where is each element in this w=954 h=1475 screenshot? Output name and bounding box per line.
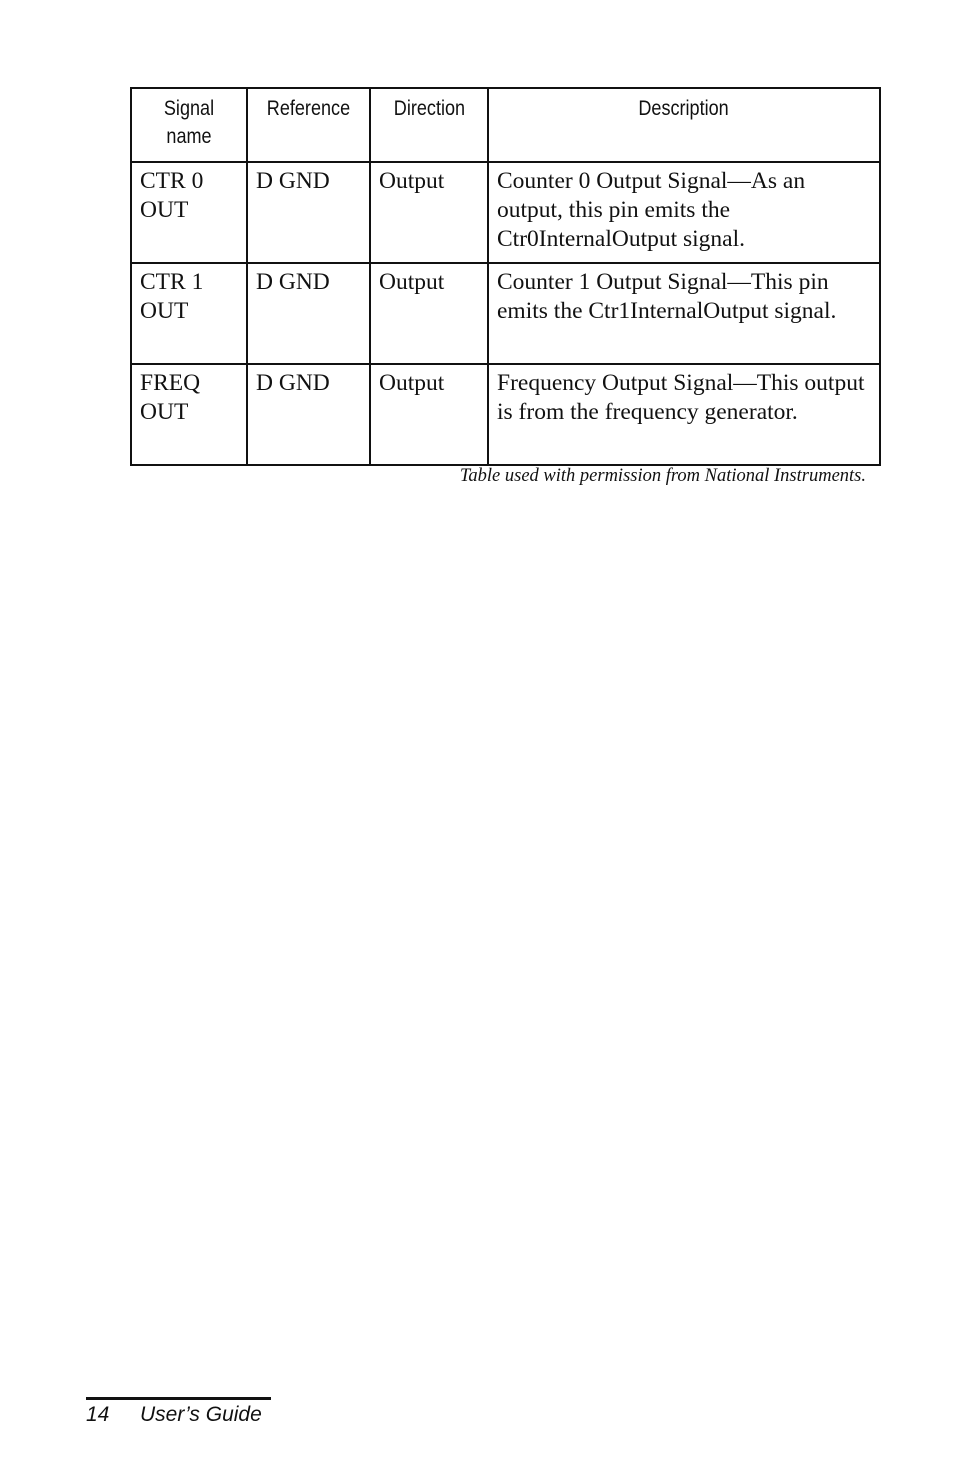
table-caption: Table used with permission from National Instruments.: [459, 466, 866, 486]
signal-table: [130, 87, 881, 466]
cell-direction: Output: [370, 263, 488, 364]
cell-reference: D GND: [247, 364, 370, 465]
cell-description: Counter 0 Output Signal—As an output, this pin emits the Ctr0InternalOutput signal.: [488, 162, 880, 263]
cell-reference: D GND: [247, 162, 370, 263]
cell-direction: Output: [370, 364, 488, 465]
header-signal-name: Signal name: [131, 88, 247, 162]
table-row: [131, 263, 880, 364]
footer-title: User’s Guide: [140, 1403, 262, 1426]
header-direction: Direction: [370, 88, 488, 162]
cell-description: Frequency Output Signal—This output is from the frequency generator.: [488, 364, 880, 465]
cell-direction: Output: [370, 162, 488, 263]
cell-reference: D GND: [247, 263, 370, 364]
table-row: [131, 364, 880, 465]
cell-signal: CTR 1 OUT: [131, 263, 247, 364]
table-header-row: [131, 88, 880, 162]
header-description: Description: [488, 88, 880, 162]
table-row: [131, 162, 880, 263]
cell-description: Counter 1 Output Signal—This pin emits the Ctr1InternalOutput signal.: [488, 263, 880, 364]
cell-signal: CTR 0 OUT: [131, 162, 247, 263]
cell-signal: FREQ OUT: [131, 364, 247, 465]
page-footer: [86, 1397, 271, 1427]
page-number: 14: [86, 1403, 110, 1426]
header-reference: Reference: [247, 88, 370, 162]
